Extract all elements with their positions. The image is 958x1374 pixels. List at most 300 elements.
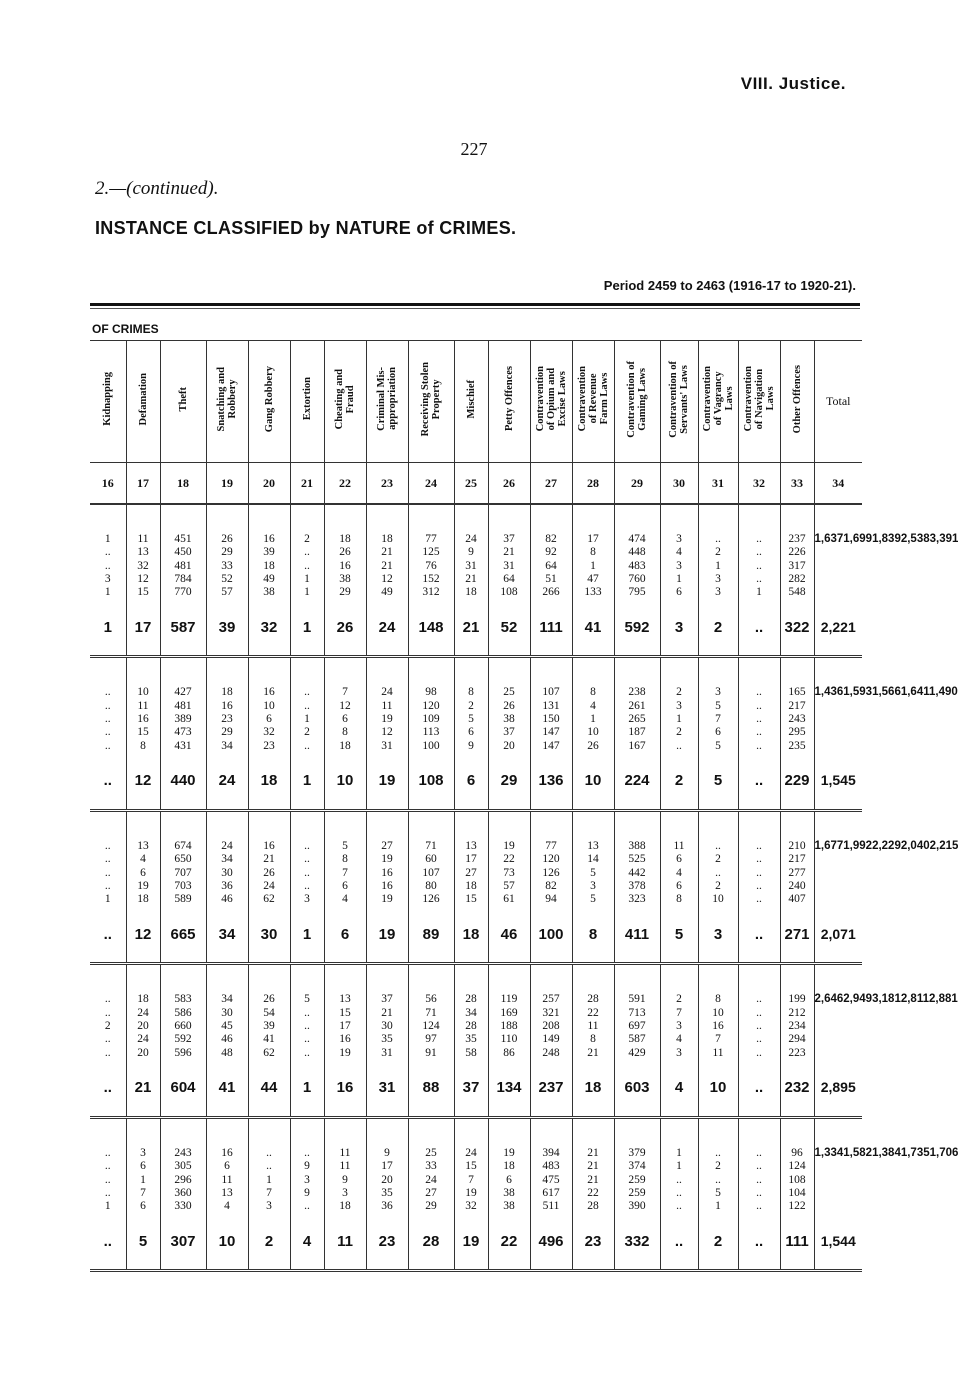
average-cell: 12 xyxy=(126,753,160,811)
column-header xyxy=(248,341,290,463)
data-block xyxy=(90,657,862,753)
average-row xyxy=(90,753,862,811)
cell-value: 30 xyxy=(221,866,233,879)
table-cell xyxy=(290,504,324,599)
average-cell: 34 xyxy=(206,906,248,964)
cell-value: 21 xyxy=(381,559,393,572)
cell-value: 6 xyxy=(342,713,348,726)
cell-value: 2,229 xyxy=(872,839,901,852)
column-header xyxy=(698,341,738,463)
cell-value: 147 xyxy=(542,739,560,752)
cell-value: 8 xyxy=(715,993,721,1006)
average-cell: 21 xyxy=(454,599,488,657)
table-cell xyxy=(488,657,530,753)
table-cell xyxy=(248,810,290,906)
average-cell: 2 xyxy=(660,753,698,811)
cell-value: 6 xyxy=(140,1160,146,1173)
cell-value: 5 xyxy=(304,993,310,1006)
cell-value: 18 xyxy=(339,1200,351,1213)
cell-value: 18 xyxy=(503,1160,515,1173)
cell-value: 1 xyxy=(590,559,596,572)
cell-value: 22 xyxy=(587,1006,599,1019)
cell-value: 234 xyxy=(788,1020,806,1033)
average-cell: 18 xyxy=(248,753,290,811)
table-cell xyxy=(488,810,530,906)
average-cell: 271 xyxy=(780,906,814,964)
cell-value: 24 xyxy=(381,686,393,699)
cell-value: 8 xyxy=(342,726,348,739)
cell-value: 120 xyxy=(542,853,560,866)
table-cell xyxy=(738,657,780,753)
cell-value: .. xyxy=(756,1046,762,1059)
cell-value: 109 xyxy=(422,713,440,726)
average-cell: 6 xyxy=(454,753,488,811)
cell-value: .. xyxy=(756,1033,762,1046)
cell-value: 1,706 xyxy=(929,1146,958,1159)
cell-value: .. xyxy=(756,726,762,739)
cell-value: 21 xyxy=(465,572,477,585)
column-header xyxy=(814,341,862,463)
table-cell xyxy=(614,657,660,753)
cell-value: .. xyxy=(304,1046,310,1059)
cell-value: 12 xyxy=(381,726,393,739)
cell-value: .. xyxy=(756,853,762,866)
cell-value: .. xyxy=(104,1160,111,1173)
cell-value: 18 xyxy=(465,879,477,892)
table-cell xyxy=(488,964,530,1060)
table-cell xyxy=(614,810,660,906)
cell-value: 16 xyxy=(381,866,393,879)
cell-value: 266 xyxy=(542,586,560,599)
cell-value: 22 xyxy=(587,1186,599,1199)
column-number: 22 xyxy=(324,463,366,505)
cell-value: 24 xyxy=(221,839,233,852)
table-cell xyxy=(572,504,614,599)
cell-value: 2 xyxy=(304,533,310,545)
cell-value: 10 xyxy=(712,893,724,906)
cell-value: 122 xyxy=(788,1200,806,1213)
average-cell: 604 xyxy=(160,1060,206,1118)
average-cell: 18 xyxy=(572,1060,614,1118)
cell-value: .. xyxy=(756,993,762,1006)
cell-value: 3,181 xyxy=(872,993,901,1006)
top-rule xyxy=(90,303,860,306)
cell-value: .. xyxy=(756,1020,762,1033)
average-cell: 411 xyxy=(614,906,660,964)
cell-value: 9 xyxy=(468,546,474,559)
cell-value: .. xyxy=(104,839,111,852)
cell-value: 23 xyxy=(263,739,275,752)
cell-value: 1,334 xyxy=(814,1146,844,1159)
cell-value: 4 xyxy=(676,1033,682,1046)
cell-value: 429 xyxy=(628,1046,646,1059)
cell-value: 14 xyxy=(587,853,599,866)
column-number: 20 xyxy=(248,463,290,505)
cell-value: 33 xyxy=(221,559,233,572)
average-cell: 29 xyxy=(488,753,530,811)
cell-value: .. xyxy=(104,739,111,752)
column-number: 33 xyxy=(780,463,814,505)
table-cell xyxy=(738,1117,780,1213)
data-block xyxy=(90,810,862,906)
cell-value: 3,391 xyxy=(929,533,958,545)
cell-value: 713 xyxy=(628,1006,646,1019)
cell-value: 18 xyxy=(263,559,275,572)
cell-value: 58 xyxy=(465,1046,477,1059)
cell-value: 28 xyxy=(465,993,477,1006)
cell-value: 1 xyxy=(104,533,111,545)
cell-value: .. xyxy=(756,1173,762,1186)
column-header xyxy=(454,341,488,463)
cell-value: .. xyxy=(715,866,721,879)
cell-value: 583 xyxy=(174,993,192,1006)
cell-value: 15 xyxy=(137,586,149,599)
cell-value: 3 xyxy=(715,586,721,599)
cell-value: 31 xyxy=(381,739,393,752)
table-continued-label: 2.—(continued). xyxy=(95,178,219,199)
cell-value: .. xyxy=(756,559,762,572)
average-cell: 21 xyxy=(126,1060,160,1118)
cell-value: 125 xyxy=(422,546,440,559)
cell-value: 38 xyxy=(263,586,275,599)
cell-value: 697 xyxy=(628,1020,646,1033)
average-cell: 148 xyxy=(408,599,454,657)
cell-value: 295 xyxy=(788,726,806,739)
average-cell: 8 xyxy=(572,906,614,964)
cell-value: 26 xyxy=(263,993,275,1006)
cell-value: 11 xyxy=(339,1160,351,1173)
cell-value: 4 xyxy=(676,866,682,879)
cell-value: 18 xyxy=(339,739,351,752)
cell-value: 277 xyxy=(788,866,806,879)
cell-value: 57 xyxy=(503,879,515,892)
column-number: 27 xyxy=(530,463,572,505)
cell-value: .. xyxy=(104,866,111,879)
table-cell xyxy=(738,964,780,1060)
cell-value: 312 xyxy=(422,586,440,599)
average-cell: 41 xyxy=(206,1060,248,1118)
cell-value: .. xyxy=(104,1173,111,1186)
cell-value: 108 xyxy=(788,1173,806,1186)
table-cell xyxy=(572,810,614,906)
cell-value: 592 xyxy=(174,1033,192,1046)
cell-value: 17 xyxy=(587,533,599,545)
cell-value: 374 xyxy=(628,1160,646,1173)
cell-value: 2 xyxy=(715,1160,721,1173)
cell-value: 16 xyxy=(381,879,393,892)
cell-value: 22 xyxy=(503,853,515,866)
column-header-label: Contravention of Vagrancy Laws xyxy=(701,366,735,432)
cell-value: .. xyxy=(304,853,310,866)
average-cell: 3 xyxy=(660,599,698,657)
average-cell: 237 xyxy=(530,1060,572,1118)
cell-value: .. xyxy=(756,686,762,699)
cell-value: 3 xyxy=(266,1200,272,1213)
cell-value: 13 xyxy=(221,1186,233,1199)
average-cell: .. xyxy=(660,1213,698,1271)
cell-value: 77 xyxy=(545,839,557,852)
cell-value: 73 xyxy=(503,866,515,879)
average-cell: 100 xyxy=(530,906,572,964)
cell-value: 10 xyxy=(137,686,149,699)
cell-value: .. xyxy=(304,1146,310,1159)
cell-value: 1 xyxy=(104,893,111,906)
cell-value: 2 xyxy=(676,686,682,699)
table-cell xyxy=(366,810,408,906)
cell-value: 18 xyxy=(381,533,393,545)
cell-value: 16 xyxy=(263,839,275,852)
cell-value: 150 xyxy=(542,713,560,726)
cell-value: 305 xyxy=(174,1160,192,1173)
cell-value: 47 xyxy=(587,572,599,585)
table-cell xyxy=(126,964,160,1060)
cell-value: 3 xyxy=(676,533,682,545)
column-number: 31 xyxy=(698,463,738,505)
cell-value: 3 xyxy=(676,699,682,712)
cell-value: .. xyxy=(304,866,310,879)
cell-value: 18 xyxy=(339,533,351,545)
cell-value: 9 xyxy=(304,1160,310,1173)
average-cell: 1 xyxy=(290,599,324,657)
cell-value: 481 xyxy=(174,559,192,572)
cell-value: 35 xyxy=(381,1186,393,1199)
cell-value: 6 xyxy=(140,866,146,879)
column-number: 29 xyxy=(614,463,660,505)
cell-value: 13 xyxy=(137,839,149,852)
cell-value: 11 xyxy=(381,699,393,712)
cell-value: 390 xyxy=(628,1200,646,1213)
cell-value: 450 xyxy=(174,546,192,559)
cell-value: 473 xyxy=(174,726,192,739)
cell-value: 18 xyxy=(221,686,233,699)
average-cell: 19 xyxy=(454,1213,488,1271)
column-header-label: Kidnapping xyxy=(102,372,114,426)
average-cell: 31 xyxy=(366,1060,408,1118)
cell-value: 6 xyxy=(715,726,721,739)
cell-value: 24 xyxy=(137,1006,149,1019)
cell-value: 120 xyxy=(422,699,440,712)
average-cell: 6 xyxy=(324,906,366,964)
column-header xyxy=(160,341,206,463)
cell-value: .. xyxy=(104,993,111,1006)
table-cell xyxy=(660,964,698,1060)
cell-value: 38 xyxy=(503,713,515,726)
cell-value: 13 xyxy=(339,993,351,1006)
cell-value: 7 xyxy=(715,1033,721,1046)
cell-value: .. xyxy=(756,572,762,585)
cell-value: 3 xyxy=(715,686,721,699)
column-number: 25 xyxy=(454,463,488,505)
cell-value: 548 xyxy=(788,586,806,599)
cell-value: .. xyxy=(104,1186,111,1199)
average-cell: .. xyxy=(90,1060,126,1118)
cell-value: 11 xyxy=(137,699,149,712)
cell-value: 18 xyxy=(137,993,149,1006)
cell-value: 49 xyxy=(381,586,393,599)
column-header xyxy=(206,341,248,463)
cell-value: 9 xyxy=(342,1173,348,1186)
column-header xyxy=(530,341,572,463)
average-cell: .. xyxy=(738,599,780,657)
cell-value: 37 xyxy=(503,726,515,739)
cell-value: 3 xyxy=(104,572,111,585)
cell-value: 360 xyxy=(174,1186,192,1199)
cell-value: 15 xyxy=(339,1006,351,1019)
table-cell xyxy=(324,810,366,906)
page-number: 227 xyxy=(460,139,488,159)
cell-value: 7 xyxy=(715,713,721,726)
cell-value: 6 xyxy=(468,726,474,739)
cell-value: 77 xyxy=(425,533,437,545)
cell-value: .. xyxy=(104,726,111,739)
cell-value: .. xyxy=(756,713,762,726)
average-cell: .. xyxy=(90,753,126,811)
cell-value: 259 xyxy=(628,1186,646,1199)
cell-value: 27 xyxy=(381,839,393,852)
table-cell xyxy=(206,964,248,1060)
table-cell xyxy=(780,810,814,906)
cell-value: 11 xyxy=(712,1046,724,1059)
cell-value: 51 xyxy=(545,572,557,585)
table-cell xyxy=(408,810,454,906)
cell-value: 19 xyxy=(137,879,149,892)
cell-value: 9 xyxy=(304,1186,310,1199)
cell-value: 110 xyxy=(500,1033,518,1046)
table-cell xyxy=(408,657,454,753)
average-cell: 2,071 xyxy=(814,906,862,964)
average-cell: 32 xyxy=(248,599,290,657)
cell-value: 26 xyxy=(221,533,233,545)
average-row xyxy=(90,1060,862,1118)
cell-value: 9 xyxy=(468,739,474,752)
cell-value: 32 xyxy=(263,726,275,739)
cell-value: .. xyxy=(304,686,310,699)
table-cell xyxy=(160,810,206,906)
average-cell: 229 xyxy=(780,753,814,811)
cell-value: 39 xyxy=(263,546,275,559)
cell-value: 3 xyxy=(676,1046,682,1059)
cell-value: 19 xyxy=(381,893,393,906)
cell-value: 119 xyxy=(500,993,518,1006)
cell-value: .. xyxy=(304,1200,310,1213)
average-cell: 3 xyxy=(698,906,738,964)
cell-value: 591 xyxy=(628,993,646,1006)
cell-value: 587 xyxy=(628,1033,646,1046)
cell-value: 6 xyxy=(676,586,682,599)
cell-value: 26 xyxy=(339,546,351,559)
cell-value: 1,582 xyxy=(843,1146,873,1159)
cell-value: 1 xyxy=(304,572,310,585)
cell-value: 3 xyxy=(676,1020,682,1033)
table-cell xyxy=(572,1117,614,1213)
cell-value: 31 xyxy=(503,559,515,572)
cell-value: 199 xyxy=(788,993,806,1006)
cell-value: 6 xyxy=(224,1160,230,1173)
cell-value: 248 xyxy=(542,1046,560,1059)
cell-value: 12 xyxy=(381,572,393,585)
column-number: 26 xyxy=(488,463,530,505)
cell-value: 21 xyxy=(381,1006,393,1019)
cell-value: 188 xyxy=(500,1020,518,1033)
crime-table-container xyxy=(90,340,958,1272)
cell-value: 7 xyxy=(266,1186,272,1199)
column-header-label: Contravention of Gaming Laws xyxy=(626,360,648,438)
cell-value: 8 xyxy=(676,893,682,906)
average-cell: .. xyxy=(738,906,780,964)
cell-value: 760 xyxy=(628,572,646,585)
cell-value: 16 xyxy=(137,713,149,726)
cell-value: 3 xyxy=(304,893,310,906)
cell-value: 96 xyxy=(791,1146,803,1159)
cell-value: 126 xyxy=(542,866,560,879)
cell-value: 21 xyxy=(503,546,515,559)
average-cell: 10 xyxy=(324,753,366,811)
average-cell: 18 xyxy=(454,906,488,964)
table-cell xyxy=(206,657,248,753)
table-cell xyxy=(572,964,614,1060)
column-header-label: Other Offences xyxy=(791,364,803,434)
average-cell: 22 xyxy=(488,1213,530,1271)
cell-value: 257 xyxy=(542,993,560,1006)
cell-value: 57 xyxy=(221,586,233,599)
cell-value: 34 xyxy=(221,853,233,866)
average-cell: 12 xyxy=(126,906,160,964)
column-number: 16 xyxy=(90,463,126,505)
cell-value: 1 xyxy=(266,1173,272,1186)
table-cell xyxy=(738,810,780,906)
cell-value: 26 xyxy=(503,699,515,712)
cell-value: 8 xyxy=(590,1033,596,1046)
cell-value: 795 xyxy=(628,586,646,599)
cell-value: 1 xyxy=(676,1146,682,1159)
cell-value: 11 xyxy=(137,533,149,545)
cell-value: .. xyxy=(304,699,310,712)
cell-value: .. xyxy=(104,1006,111,1019)
cell-value: 21 xyxy=(587,1160,599,1173)
cell-value: 12 xyxy=(339,699,351,712)
cell-value: 82 xyxy=(545,533,557,545)
average-cell: 4 xyxy=(660,1060,698,1118)
average-cell: 1 xyxy=(90,599,126,657)
cell-value: 71 xyxy=(425,1006,437,1019)
cell-value: 20 xyxy=(503,739,515,752)
cell-value: 11 xyxy=(673,839,685,852)
cell-value: 1,699 xyxy=(843,533,873,545)
cell-value: .. xyxy=(676,1200,682,1213)
cell-value: 596 xyxy=(174,1046,192,1059)
cell-value: 431 xyxy=(174,739,192,752)
data-block xyxy=(90,1117,862,1213)
cell-value: .. xyxy=(304,739,310,752)
cell-value: 378 xyxy=(628,879,646,892)
cell-value: 1,384 xyxy=(872,1146,901,1159)
column-header xyxy=(738,341,780,463)
cell-value: 133 xyxy=(584,586,602,599)
cell-value: 11 xyxy=(587,1020,599,1033)
average-cell: 1 xyxy=(290,906,324,964)
cell-value: 1 xyxy=(676,572,682,585)
table-cell xyxy=(698,657,738,753)
table-cell xyxy=(614,504,660,599)
table-cell xyxy=(126,1117,160,1213)
average-cell: 307 xyxy=(160,1213,206,1271)
cell-value: .. xyxy=(715,1146,721,1159)
average-cell: 108 xyxy=(408,753,454,811)
cell-value: 1 xyxy=(715,559,721,572)
cell-value: 3 xyxy=(342,1186,348,1199)
cell-value: 31 xyxy=(465,559,477,572)
cell-value: 24 xyxy=(263,879,275,892)
